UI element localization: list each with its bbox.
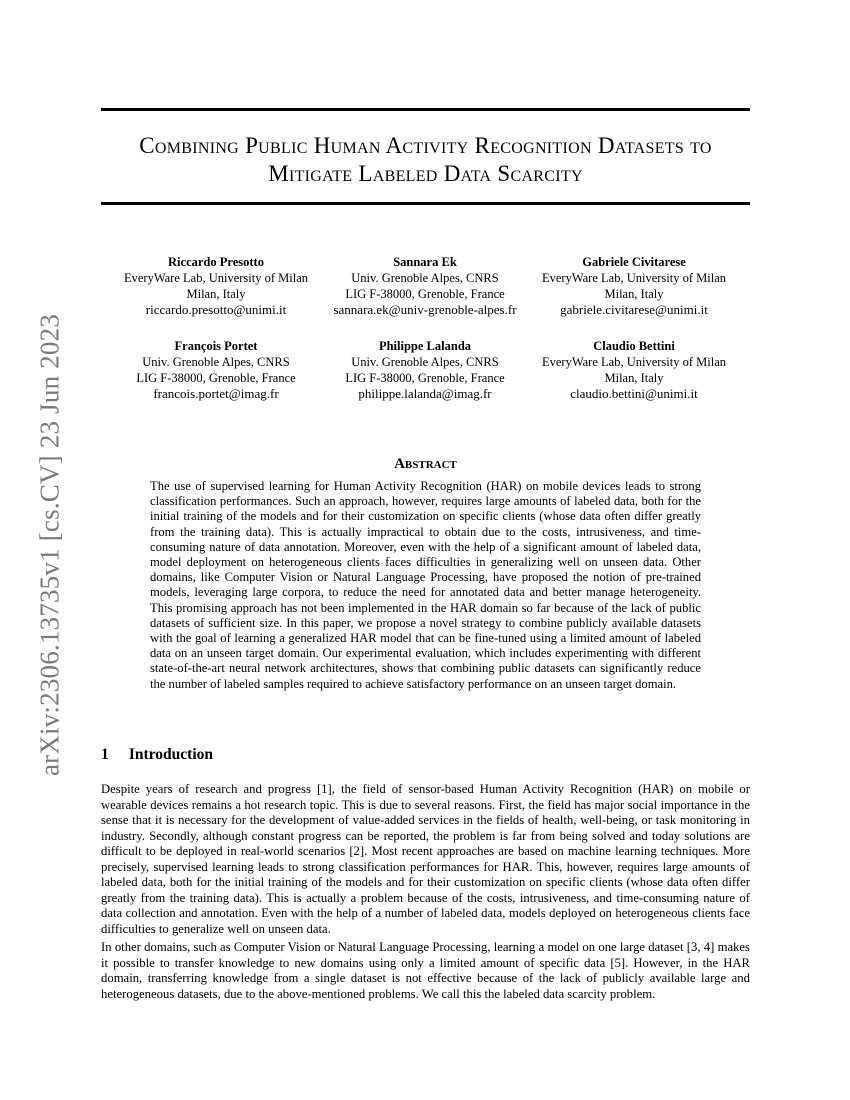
author-email[interactable]: gabriele.civitarese@unimi.it xyxy=(560,302,708,317)
author-block xyxy=(519,338,749,402)
author-email[interactable]: francois.portet@imag.fr xyxy=(153,386,279,401)
author-affiliation: Univ. Grenoble Alpes, CNRS xyxy=(351,355,499,369)
author-location: Milan, Italy xyxy=(186,287,246,301)
author-name: François Portet xyxy=(174,339,258,353)
author-location: LIG F-38000, Grenoble, France xyxy=(136,371,296,385)
abstract-body: The use of supervised learning for Human Activity Recognition (HAR) on mobile devices leads to strong classification performances. Such an approach, however, requires large amounts of labeled data, both for the initial training of the models and for their customization on specific clients (whose data often differ greatly from the training data). This is actually impractical to obtain due to the costs, intrusiveness, and time-consuming nature of data annotation. Moreover, even with the help of a significant amount of labeled data, model deployment on heterogeneous clients faces difficulties in generalizing well on unseen data. Other domains, like Computer Vision or Natural Language Processing, have proposed the notion of pre-trained models, leveraging large corpora, to reduce the need for annotated data and better manage heterogeneity. This promising approach has not been implemented in the HAR domain so far because of the lack of public datasets of sufficient size. In this paper, we propose a novel strategy to combine publicly available datasets with the goal of learning a generalized HAR model that can be fine-tuned using a limited amount of labeled data on an unseen target domain. Our experimental evaluation, which includes experimenting with different state-of-the-art neural network architectures, shows that combining public datasets can significantly reduce the number of labeled samples required to achieve satisfactory performance on an unseen target domain. xyxy=(150,479,701,691)
author-name: Gabriele Civitarese xyxy=(582,255,686,269)
author-email[interactable]: sannara.ek@univ-grenoble-alpes.fr xyxy=(333,302,517,317)
author-block xyxy=(101,254,331,318)
author-location: LIG F-38000, Grenoble, France xyxy=(345,371,505,385)
title-rule-bottom xyxy=(101,202,750,205)
author-location: Milan, Italy xyxy=(604,371,664,385)
author-affiliation: Univ. Grenoble Alpes, CNRS xyxy=(351,271,499,285)
section-number: 1 xyxy=(101,746,109,763)
title-rule-top xyxy=(101,108,750,111)
author-name: Claudio Bettini xyxy=(593,339,675,353)
intro-paragraph: Despite years of research and progress [1], the field of sensor-based Human Activity Recognition (HAR) on mobile or wearable devices remains a hot research topic. This is due to several reasons. First, the field has major social importance in the sense that it is necessary for the development of value-added services in the fields of health, well-being, or task monitoring in industry. Secondly, although constant progress can be reported, the problem is far from being solved and today solutions are difficult to be deployed in real-world scenarios [2]. Most recent approaches are based on machine learning techniques. More precisely, supervised learning leads to strong classification performances for HAR. This, however, requires large amounts of labeled data, both for the initial training of the models and for their customization on specific clients (whose data often differ greatly from the training data). This is actually a problem because of the costs, intrusiveness, and time-consuming nature of data collection and annotation. Even with the help of a number of labeled data, models deployed on heterogeneous clients face difficulties to generalize well on unseen data. xyxy=(101,782,750,936)
author-affiliation: Univ. Grenoble Alpes, CNRS xyxy=(142,355,290,369)
author-email[interactable]: claudio.bettini@unimi.it xyxy=(570,386,698,401)
section-heading-introduction xyxy=(101,746,213,764)
author-affiliation: EveryWare Lab, University of Milan xyxy=(541,355,726,369)
paper-title: Combining Public Human Activity Recognition Datasets to Mitigate Labeled Data Scarcity xyxy=(139,133,712,186)
author-affiliation: EveryWare Lab, University of Milan xyxy=(541,271,726,285)
arxiv-sidebar xyxy=(36,0,64,1100)
author-block xyxy=(519,254,749,318)
author-block xyxy=(310,254,540,318)
section-title: Introduction xyxy=(128,746,213,763)
arxiv-identifier: arXiv:2306.13735v1 [cs.CV] 23 Jun 2023 xyxy=(34,313,65,777)
author-location: LIG F-38000, Grenoble, France xyxy=(345,287,505,301)
author-name: Philippe Lalanda xyxy=(378,339,472,353)
author-email[interactable]: riccardo.presotto@unimi.it xyxy=(145,302,287,317)
author-block xyxy=(101,338,331,402)
intro-paragraph: In other domains, such as Computer Vision or Natural Language Processing, learning a model on one large dataset [3, 4] makes it possible to transfer knowledge to new domains using only a limited amount of specific data [5]. However, in the HAR domain, transferring knowledge from a single dataset is not effective because of the lack of publicly available large and heterogeneous datasets, due to the above-mentioned problems. We call this the labeled data scarcity problem. xyxy=(101,940,750,1001)
author-name: Riccardo Presotto xyxy=(168,255,264,269)
author-email[interactable]: philippe.lalanda@imag.fr xyxy=(358,386,492,401)
author-affiliation: EveryWare Lab, University of Milan xyxy=(123,271,308,285)
abstract-heading: Abstract xyxy=(394,456,457,472)
author-block xyxy=(310,338,540,402)
author-name: Sannara Ek xyxy=(393,255,457,269)
author-location: Milan, Italy xyxy=(604,287,664,301)
